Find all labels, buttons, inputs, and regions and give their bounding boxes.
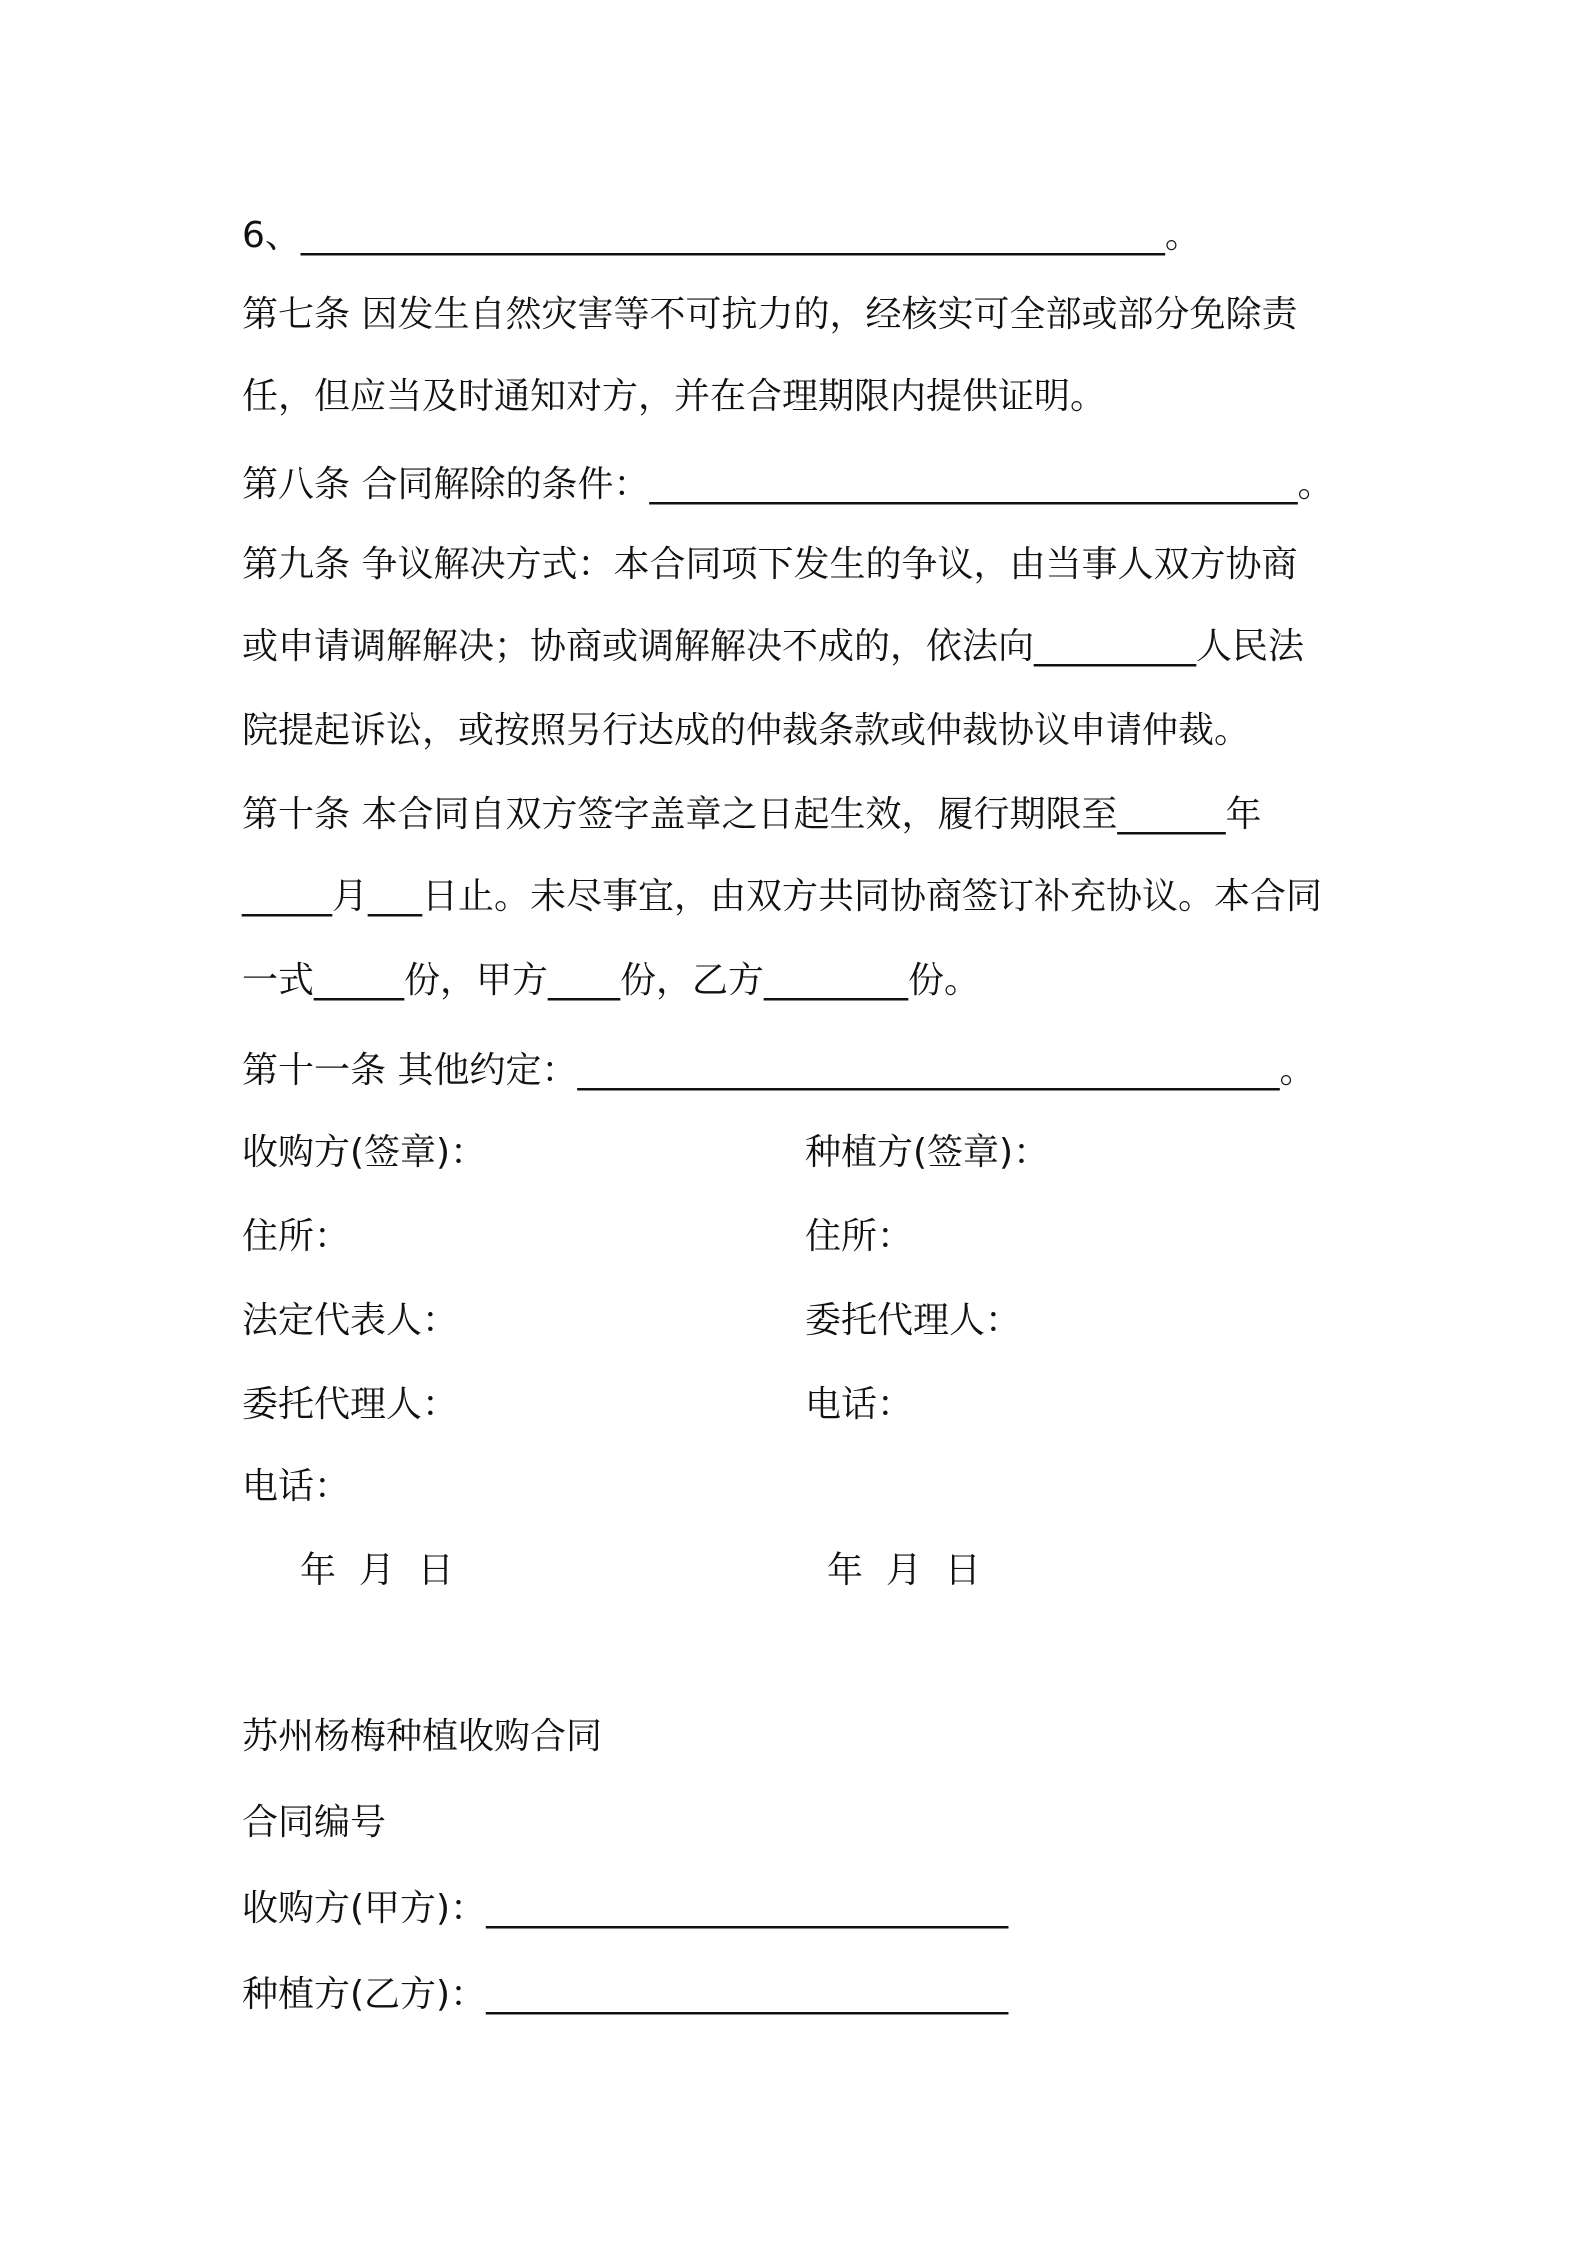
- clause-8: 第八条 合同解除的条件：____________________________________。: [242, 464, 1334, 505]
- grower-address-label: 住所：: [805, 1216, 914, 1257]
- buyer-address-label: 住所：: [242, 1216, 351, 1257]
- grower-signature-label: 种植方(签章)：: [805, 1132, 1050, 1173]
- buyer-signature-label: 收购方(签章)：: [242, 1132, 487, 1173]
- legal-representative-label: 法定代表人：: [242, 1300, 459, 1341]
- clause-6-item: 6、________________________________________________。: [242, 215, 1201, 256]
- clause-11: 第十一条 其他约定：_______________________________________。: [242, 1050, 1316, 1091]
- clause-9-line-3: 院提起诉讼，或按照另行达成的仲裁条款或仲裁协议申请仲裁。: [242, 710, 1251, 751]
- contract-title: 苏州杨梅种植收购合同: [242, 1716, 603, 1757]
- buyer-date: 年 月 日: [300, 1550, 454, 1591]
- party-a-line: 收购方(甲方)：_____________________________: [242, 1888, 1009, 1929]
- party-b-line: 种植方(乙方)：_____________________________: [242, 1974, 1009, 2015]
- grower-phone-label: 电话：: [805, 1384, 914, 1425]
- clause-10-line-1: 第十条 本合同自双方签字盖章之日起生效，履行期限至______年: [242, 794, 1262, 835]
- clause-9-line-2: 或申请调解解决；协商或调解解决不成的，依法向_________人民法: [242, 626, 1305, 667]
- clause-7-line-1: 第七条 因发生自然灾害等不可抗力的，经核实可全部或部分免除责: [242, 294, 1298, 335]
- clause-10-line-2: _____月___日止。未尽事宜，由双方共同协商签订补充协议。本合同: [242, 876, 1323, 917]
- contract-number-label: 合同编号: [242, 1802, 387, 1843]
- clause-7-line-2: 任，但应当及时通知对方，并在合理期限内提供证明。: [242, 376, 1107, 417]
- grower-agent-label: 委托代理人：: [805, 1300, 1022, 1341]
- clause-9-line-1: 第九条 争议解决方式：本合同项下发生的争议，由当事人双方协商: [242, 544, 1298, 585]
- clause-10-line-3: 一式_____份，甲方____份，乙方________份。: [242, 960, 981, 1001]
- grower-date: 年 月 日: [827, 1550, 981, 1591]
- document-page: [242, 0, 1362, 2244]
- buyer-agent-label: 委托代理人：: [242, 1384, 459, 1425]
- buyer-phone-label: 电话：: [242, 1466, 351, 1507]
